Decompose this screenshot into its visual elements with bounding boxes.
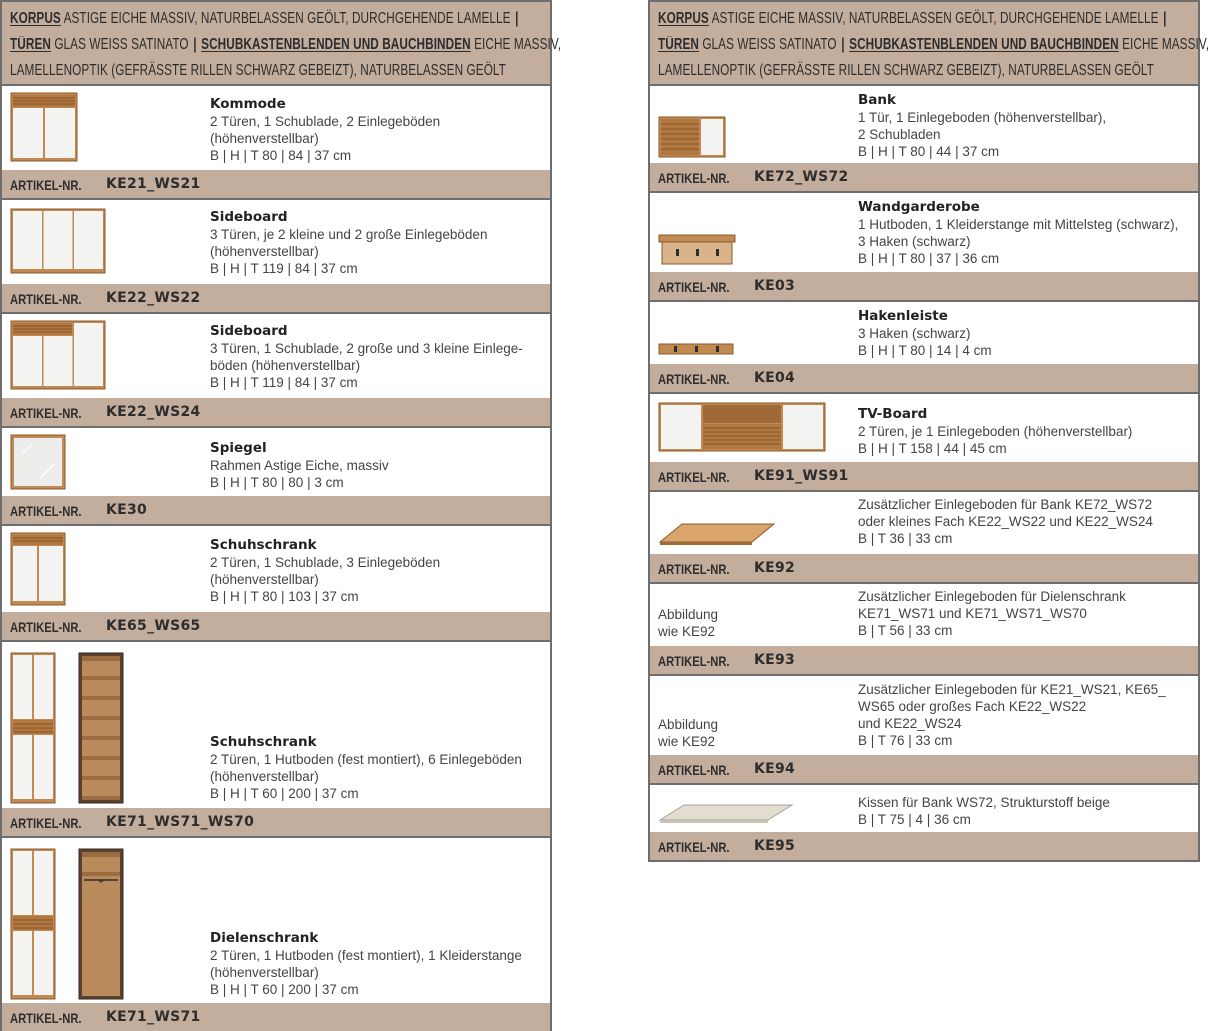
article-band [2, 398, 550, 426]
article-label: ARTIKEL-NR. [10, 503, 82, 519]
product-item-ke93 [650, 584, 1198, 676]
spec-line: (höhenverstellbar) [210, 131, 319, 146]
spec-line: (höhenverstellbar) [210, 965, 319, 980]
article-code: KE65_WS65 [106, 618, 201, 634]
bank-image [658, 116, 726, 158]
wandgarderobe-image [658, 233, 736, 265]
tv-board-image [658, 402, 826, 452]
spec-line: B | H | T 80 | 44 | 37 cm [858, 144, 1000, 159]
ke93-description [858, 588, 1190, 639]
article-code: KE03 [754, 278, 796, 294]
article-band [2, 808, 550, 836]
product-name: Wandgarderobe [858, 199, 980, 215]
article-code: KE93 [754, 652, 796, 668]
article-band [650, 554, 1198, 582]
spec-line: 1 Tür, 1 Einlegeboden (höhenverstellbar), [858, 110, 1107, 125]
spec-line: B | H | T 80 | 14 | 4 cm [858, 343, 992, 358]
article-code: KE30 [106, 502, 148, 518]
sideboard-ws24-description [210, 323, 542, 391]
spec-line: (höhenverstellbar) [210, 244, 319, 259]
tueren-text: GLAS WEISS SATINATO [54, 36, 189, 53]
ke94-description [858, 681, 1190, 749]
spec-line: B | H | T 80 | 80 | 3 cm [210, 475, 344, 490]
schuhschrank-ke65-description [210, 537, 542, 605]
spec-line: 3 Türen, je 2 kleine und 2 große Einlegeböden [210, 227, 488, 242]
article-code: KE22_WS24 [106, 404, 201, 420]
product-item-wandgarderobe [650, 193, 1198, 302]
spec-line: 3 Türen, 1 Schublade, 2 große und 3 kleine Einlege- [210, 341, 523, 356]
spec-line: B | T 56 | 33 cm [858, 623, 953, 638]
blenden-text: EICHE MASSIV, [474, 36, 562, 53]
article-code: KE22_WS22 [106, 290, 201, 306]
product-name: Spiegel [210, 440, 267, 456]
note-line: Abbildung [658, 717, 719, 732]
article-label: ARTIKEL-NR. [658, 371, 730, 387]
product-name: Schuhschrank [210, 537, 317, 553]
mirror-image [10, 434, 66, 490]
korpus-text: ASTIGE EICHE MASSIV, NATURBELASSEN GEÖLT, DURCHGEHENDE LAMELLE [711, 10, 1159, 27]
spec-line: 2 Türen, 1 Hutboden (fest montiert), 1 Kleiderstange [210, 948, 522, 963]
illustration-note [658, 606, 718, 640]
article-band [650, 646, 1198, 674]
spec-line: B | H | T 60 | 200 | 37 cm [210, 786, 359, 801]
spec-line: 3 Haken (schwarz) [858, 326, 971, 341]
product-item-sideboard-ws22 [2, 200, 550, 314]
spec-line: oder kleines Fach KE22_WS22 und KE22_WS24 [858, 514, 1153, 529]
spec-line: und KE22_WS24 [858, 716, 962, 731]
product-name: Kommode [210, 96, 286, 112]
product-item-kommode [2, 86, 550, 200]
wardrobe-closed-image [10, 848, 56, 1000]
article-label: ARTIKEL-NR. [10, 405, 82, 421]
spec-line: B | H | T 119 | 84 | 37 cm [210, 375, 358, 390]
article-band [650, 272, 1198, 300]
article-label: ARTIKEL-NR. [10, 291, 82, 307]
spec-line: KE71_WS71 und KE71_WS71_WS70 [858, 606, 1087, 621]
spec-line: Kissen für Bank WS72, Strukturstoff beige [858, 795, 1110, 810]
sideboard-image [10, 208, 106, 274]
spec-line: Zusätzlicher Einlegeboden für Dielenschrank [858, 589, 1126, 604]
product-name: TV-Board [858, 406, 928, 422]
korpus-text: ASTIGE EICHE MASSIV, NATURBELASSEN GEÖLT, DURCHGEHENDE LAMELLE [63, 10, 511, 27]
spec-line: 2 Türen, 1 Schublade, 3 Einlegeböden [210, 555, 441, 570]
spec-line: 3 Haken (schwarz) [858, 234, 971, 249]
product-name: Schuhschrank [210, 734, 317, 750]
spec-line: (höhenverstellbar) [210, 769, 319, 784]
separator: | [193, 36, 197, 53]
article-band [650, 163, 1198, 191]
product-item-ke92 [650, 492, 1198, 584]
tueren-label: TÜREN [10, 36, 51, 53]
spec-line: Rahmen Astige Eiche, massiv [210, 458, 389, 473]
spec-line: B | H | T 158 | 44 | 45 cm [858, 441, 1007, 456]
article-band [650, 755, 1198, 783]
product-name: Sideboard [210, 323, 288, 339]
article-label: ARTIKEL-NR. [10, 177, 82, 193]
article-band [2, 1003, 550, 1031]
sideboard-description [210, 209, 542, 277]
article-label: ARTIKEL-NR. [10, 815, 82, 831]
article-label: ARTIKEL-NR. [658, 279, 730, 295]
wardrobe-open-image [78, 848, 124, 1000]
article-band [2, 496, 550, 524]
tall-cabinet-shelves-image [78, 652, 124, 804]
left-column [0, 0, 562, 1031]
korpus-label: KORPUS [10, 10, 61, 27]
article-code: KE72_WS72 [754, 169, 849, 185]
article-band [2, 284, 550, 312]
article-band [2, 170, 550, 198]
product-item-bank [650, 86, 1198, 193]
spec-line: B | H | T 119 | 84 | 37 cm [210, 261, 358, 276]
spec-line: B | T 75 | 4 | 36 cm [858, 812, 971, 827]
bank-description [858, 92, 1190, 160]
tueren-text: GLAS WEISS SATINATO [702, 36, 837, 53]
article-label: ARTIKEL-NR. [658, 762, 730, 778]
sideboard-drawer-image [10, 320, 106, 390]
spec-line: B | H | T 80 | 103 | 37 cm [210, 589, 359, 604]
article-code: KE04 [754, 370, 796, 386]
wandgarderobe-description [858, 199, 1190, 267]
product-item-sideboard-ws24 [2, 314, 550, 428]
product-item-spiegel [2, 428, 550, 526]
product-name: Hakenleiste [858, 308, 948, 324]
hakenleiste-image [658, 342, 734, 356]
tv-board-description [858, 406, 1190, 457]
spec-line: böden (höhenverstellbar) [210, 358, 361, 373]
spec-line: 2 Schubladen [858, 127, 941, 142]
right-column [648, 0, 1209, 862]
blenden-text-cont: LAMELLENOPTIK (GEFRÄSSTE RILLEN SCHWARZ GEBEIZT), NATURBELASSEN GEÖLT [658, 62, 1154, 79]
spec-line: 2 Türen, 1 Schublade, 2 Einlegeböden [210, 114, 441, 129]
note-line: wie KE92 [658, 624, 716, 639]
note-line: wie KE92 [658, 734, 716, 749]
article-band [2, 612, 550, 640]
article-code: KE94 [754, 761, 796, 777]
product-name: Sideboard [210, 209, 288, 225]
einlegeboden-image [658, 522, 776, 546]
kissen-image [658, 803, 794, 825]
separator: | [1163, 10, 1167, 27]
spec-line: B | H | T 60 | 200 | 37 cm [210, 982, 359, 997]
spec-line: Zusätzlicher Einlegeboden für Bank KE72_WS72 [858, 497, 1153, 512]
spec-line: B | H | T 80 | 37 | 36 cm [858, 251, 1000, 266]
separator: | [515, 10, 519, 27]
article-label: ARTIKEL-NR. [10, 619, 82, 635]
article-code: KE21_WS21 [106, 176, 201, 192]
article-label: ARTIKEL-NR. [658, 170, 730, 186]
blenden-label: SCHUBKASTENBLENDEN UND BAUCHBINDEN [201, 36, 471, 53]
schuhschrank-image [10, 532, 66, 606]
article-label: ARTIKEL-NR. [658, 839, 730, 855]
article-code: KE71_WS71 [106, 1009, 201, 1025]
spec-line: WS65 oder großes Fach KE22_WS22 [858, 699, 1087, 714]
product-item-hakenleiste [650, 302, 1198, 394]
tall-cabinet-closed-image [10, 652, 56, 804]
article-label: ARTIKEL-NR. [658, 653, 730, 669]
spec-line: 2 Türen, 1 Hutboden (fest montiert), 6 Einlegeböden [210, 752, 522, 767]
note-line: Abbildung [658, 607, 719, 622]
article-band [650, 364, 1198, 392]
article-label: ARTIKEL-NR. [10, 1010, 82, 1026]
separator: | [841, 36, 845, 53]
korpus-label: KORPUS [658, 10, 709, 27]
spec-line: B | T 76 | 33 cm [858, 733, 953, 748]
article-label: ARTIKEL-NR. [658, 469, 730, 485]
spec-line: 1 Hutboden, 1 Kleiderstange mit Mittelsteg (schwarz), [858, 217, 1179, 232]
article-band [650, 832, 1198, 860]
blenden-text-cont: LAMELLENOPTIK (GEFRÄSSTE RILLEN SCHWARZ GEBEIZT), NATURBELASSEN GEÖLT [10, 62, 506, 79]
product-item-ke95 [650, 785, 1198, 860]
tueren-label: TÜREN [658, 36, 699, 53]
article-code: KE91_WS91 [754, 468, 849, 484]
illustration-note [658, 716, 718, 750]
product-item-schuhschrank-ke71 [2, 642, 550, 838]
spec-line: Zusätzlicher Einlegeboden für KE21_WS21, KE65_ [858, 682, 1166, 697]
spec-line: B | H | T 80 | 84 | 37 cm [210, 148, 352, 163]
material-header-left [2, 2, 562, 86]
product-item-ke94 [650, 676, 1198, 785]
spiegel-description [210, 440, 542, 491]
ke92-description [858, 496, 1190, 547]
blenden-label: SCHUBKASTENBLENDEN UND BAUCHBINDEN [849, 36, 1119, 53]
dielenschrank-description [210, 930, 542, 998]
product-name: Dielenschrank [210, 930, 319, 946]
product-item-tv-board [650, 394, 1198, 492]
article-label: ARTIKEL-NR. [658, 561, 730, 577]
article-code: KE95 [754, 838, 796, 854]
hakenleiste-description [858, 308, 1190, 359]
blenden-text: EICHE MASSIV, [1122, 36, 1209, 53]
kommode-description [210, 96, 542, 164]
spec-line: (höhenverstellbar) [210, 572, 319, 587]
material-header-right [650, 2, 1209, 86]
article-code: KE71_WS71_WS70 [106, 814, 255, 830]
product-item-dielenschrank [2, 838, 550, 1031]
ke95-description [858, 794, 1190, 828]
kommode-image [10, 92, 78, 164]
schuhschrank-ke71-description [210, 734, 542, 802]
product-name: Bank [858, 92, 896, 108]
product-item-schuhschrank-ke65 [2, 526, 550, 642]
spec-line: 2 Türen, je 1 Einlegeboden (höhenverstellbar) [858, 424, 1133, 439]
article-band [650, 462, 1198, 490]
spec-line: B | T 36 | 33 cm [858, 531, 953, 546]
article-code: KE92 [754, 560, 796, 576]
